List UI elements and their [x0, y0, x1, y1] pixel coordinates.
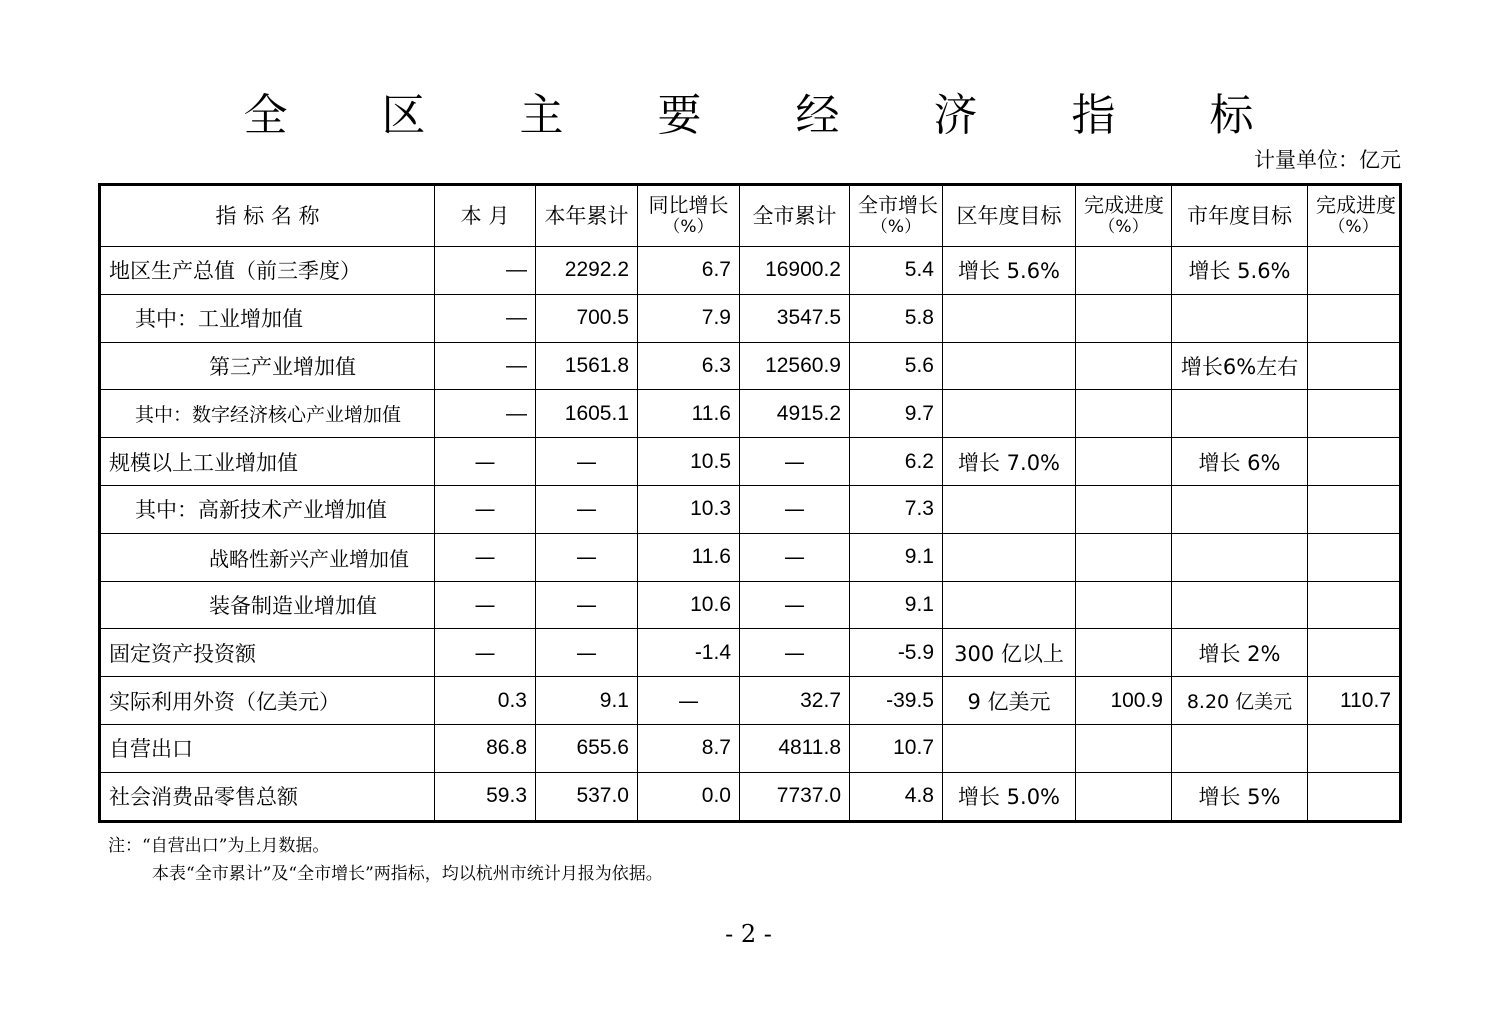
cell-ytd: 1605.1 [536, 390, 638, 438]
cell-month: — [435, 485, 536, 533]
cell-district-target [943, 485, 1076, 533]
cell-ytd: 9.1 [536, 677, 638, 725]
cell-completion-1 [1076, 772, 1172, 821]
cell-yoy: 10.3 [638, 485, 740, 533]
row-name: 固定资产投资额 [100, 629, 435, 677]
cell-city-target [1172, 390, 1308, 438]
cell-district-target [943, 294, 1076, 342]
header-completion-2 [1308, 185, 1401, 247]
table-row [100, 390, 1401, 438]
cell-yoy: 0.0 [638, 772, 740, 821]
cell-city-ytd: 3547.5 [740, 294, 850, 342]
cell-city-growth: 9.1 [850, 533, 943, 581]
note-line-2: 本表“全市累计”及“全市增长”两指标，均以杭州市统计月报为依据。 [152, 864, 663, 884]
row-name: 自营出口 [100, 724, 435, 772]
cell-city-target [1172, 485, 1308, 533]
cell-city-ytd: — [740, 485, 850, 533]
cell-city-growth: -39.5 [850, 677, 943, 725]
table-row [100, 629, 1401, 677]
header-city-growth-line2: （%） [870, 217, 922, 237]
cell-completion-1 [1076, 724, 1172, 772]
header-completion-1 [1076, 185, 1172, 247]
header-city-target: 市年度目标 [1172, 185, 1308, 247]
cell-completion-2 [1308, 390, 1401, 438]
header-yoy-line2: （%） [663, 217, 714, 237]
cell-city-target: 增长 5% [1172, 772, 1308, 821]
cell-city-target: 增长 6% [1172, 438, 1308, 486]
unit-label: 计量单位：亿元 [1254, 148, 1401, 172]
cell-yoy: — [638, 677, 740, 725]
cell-city-ytd: 12560.9 [740, 342, 850, 390]
cell-district-target: 9 亿美元 [943, 677, 1076, 725]
cell-district-target [943, 724, 1076, 772]
table-row [100, 247, 1401, 295]
cell-city-growth: 5.4 [850, 247, 943, 295]
cell-city-target [1172, 581, 1308, 629]
cell-city-ytd: — [740, 438, 850, 486]
cell-completion-1 [1076, 485, 1172, 533]
cell-month: — [435, 342, 536, 390]
cell-city-growth: 9.1 [850, 581, 943, 629]
cell-district-target [943, 581, 1076, 629]
cell-completion-1 [1076, 294, 1172, 342]
header-completion-2-line1: 完成进度 [1316, 193, 1396, 217]
table-row [100, 533, 1401, 581]
header-completion-2-line2: （%） [1328, 217, 1379, 237]
cell-completion-2 [1308, 629, 1401, 677]
cell-city-target [1172, 724, 1308, 772]
cell-month: 59.3 [435, 772, 536, 821]
cell-city-ytd: — [740, 629, 850, 677]
cell-district-target: 300 亿以上 [943, 629, 1076, 677]
cell-district-target: 增长 5.6% [943, 247, 1076, 295]
cell-completion-1 [1076, 438, 1172, 486]
cell-yoy: 8.7 [638, 724, 740, 772]
cell-ytd: 537.0 [536, 772, 638, 821]
cell-yoy: 6.3 [638, 342, 740, 390]
table-row [100, 581, 1401, 629]
cell-ytd: — [536, 533, 638, 581]
cell-month: — [435, 438, 536, 486]
cell-district-target: 增长 5.0% [943, 772, 1076, 821]
cell-completion-1 [1076, 390, 1172, 438]
cell-month: — [435, 629, 536, 677]
table-row [100, 485, 1401, 533]
cell-completion-2 [1308, 533, 1401, 581]
cell-city-growth: 9.7 [850, 390, 943, 438]
cell-district-target [943, 533, 1076, 581]
cell-yoy: 10.5 [638, 438, 740, 486]
cell-district-target [943, 342, 1076, 390]
cell-city-ytd: 7737.0 [740, 772, 850, 821]
cell-month: — [435, 581, 536, 629]
row-name: 第三产业增加值 [100, 342, 435, 390]
header-name: 指 标 名 称 [100, 185, 435, 247]
cell-ytd: 1561.8 [536, 342, 638, 390]
cell-completion-1 [1076, 247, 1172, 295]
cell-completion-2 [1308, 247, 1401, 295]
cell-city-growth: 7.3 [850, 485, 943, 533]
row-name: 战略性新兴产业增加值 [100, 533, 435, 581]
cell-completion-2 [1308, 485, 1401, 533]
header-city-ytd: 全市累计 [740, 185, 850, 247]
cell-city-ytd: — [740, 533, 850, 581]
table-row [100, 772, 1401, 821]
cell-district-target [943, 390, 1076, 438]
cell-city-target [1172, 533, 1308, 581]
cell-completion-1 [1076, 581, 1172, 629]
cell-city-ytd: 4811.8 [740, 724, 850, 772]
header-yoy [638, 185, 740, 247]
cell-city-target: 增长6%左右 [1172, 342, 1308, 390]
cell-month: — [435, 533, 536, 581]
table-row [100, 294, 1401, 342]
row-name: 地区生产总值（前三季度） [100, 247, 435, 295]
cell-completion-1: 100.9 [1076, 677, 1172, 725]
cell-month: 86.8 [435, 724, 536, 772]
cell-ytd: — [536, 629, 638, 677]
cell-city-ytd: 4915.2 [740, 390, 850, 438]
cell-yoy: 10.6 [638, 581, 740, 629]
header-district-target: 区年度目标 [943, 185, 1076, 247]
cell-completion-2 [1308, 438, 1401, 486]
row-name: 实际利用外资（亿美元） [100, 677, 435, 725]
cell-city-target: 增长 5.6% [1172, 247, 1308, 295]
cell-city-target: 8.20 亿美元 [1172, 677, 1308, 725]
row-name: 装备制造业增加值 [100, 581, 435, 629]
row-name: 其中：高新技术产业增加值 [100, 485, 435, 533]
cell-month: — [435, 294, 536, 342]
indicators-table [98, 183, 1402, 823]
cell-completion-2 [1308, 342, 1401, 390]
cell-city-ytd: 32.7 [740, 677, 850, 725]
row-name: 其中：数字经济核心产业增加值 [100, 390, 435, 438]
cell-completion-1 [1076, 342, 1172, 390]
cell-ytd: — [536, 581, 638, 629]
notes [108, 832, 663, 888]
cell-city-growth: 6.2 [850, 438, 943, 486]
cell-month: — [435, 247, 536, 295]
cell-city-growth: 10.7 [850, 724, 943, 772]
cell-completion-2 [1308, 294, 1401, 342]
cell-yoy: 6.7 [638, 247, 740, 295]
cell-month: 0.3 [435, 677, 536, 725]
cell-district-target: 增长 7.0% [943, 438, 1076, 486]
cell-ytd: — [536, 438, 638, 486]
cell-yoy: -1.4 [638, 629, 740, 677]
cell-yoy: 11.6 [638, 533, 740, 581]
cell-ytd: 2292.2 [536, 247, 638, 295]
cell-ytd: 700.5 [536, 294, 638, 342]
header-city-growth [850, 185, 943, 247]
cell-month: — [435, 390, 536, 438]
cell-city-target: 增长 2% [1172, 629, 1308, 677]
header-city-growth-line1: 全市增长 [858, 193, 938, 217]
cell-ytd: — [536, 485, 638, 533]
page-title: 全 区 主 要 经 济 指 标 [243, 90, 1294, 141]
cell-completion-2 [1308, 581, 1401, 629]
page-number: - 2 - [725, 920, 772, 948]
table-row [100, 342, 1401, 390]
note-line-1: 注：“自营出口”为上月数据。 [108, 836, 330, 856]
cell-completion-2 [1308, 772, 1401, 821]
row-name: 其中：工业增加值 [100, 294, 435, 342]
cell-completion-1 [1076, 629, 1172, 677]
cell-city-growth: -5.9 [850, 629, 943, 677]
row-name: 规模以上工业增加值 [100, 438, 435, 486]
cell-city-growth: 5.8 [850, 294, 943, 342]
cell-city-growth: 4.8 [850, 772, 943, 821]
header-ytd: 本年累计 [536, 185, 638, 247]
table-header-row [100, 185, 1401, 247]
cell-city-growth: 5.6 [850, 342, 943, 390]
table-row [100, 438, 1401, 486]
cell-completion-2 [1308, 724, 1401, 772]
cell-city-target [1172, 294, 1308, 342]
cell-yoy: 11.6 [638, 390, 740, 438]
table-row [100, 724, 1401, 772]
cell-city-ytd: — [740, 581, 850, 629]
row-name: 社会消费品零售总额 [100, 772, 435, 821]
cell-city-ytd: 16900.2 [740, 247, 850, 295]
cell-yoy: 7.9 [638, 294, 740, 342]
header-completion-1-line1: 完成进度 [1084, 193, 1164, 217]
header-yoy-line1: 同比增长 [648, 193, 729, 217]
cell-completion-1 [1076, 533, 1172, 581]
cell-ytd: 655.6 [536, 724, 638, 772]
header-completion-1-line2: （%） [1098, 217, 1149, 237]
header-month: 本 月 [435, 185, 536, 247]
table-row [100, 677, 1401, 725]
cell-completion-2: 110.7 [1308, 677, 1401, 725]
